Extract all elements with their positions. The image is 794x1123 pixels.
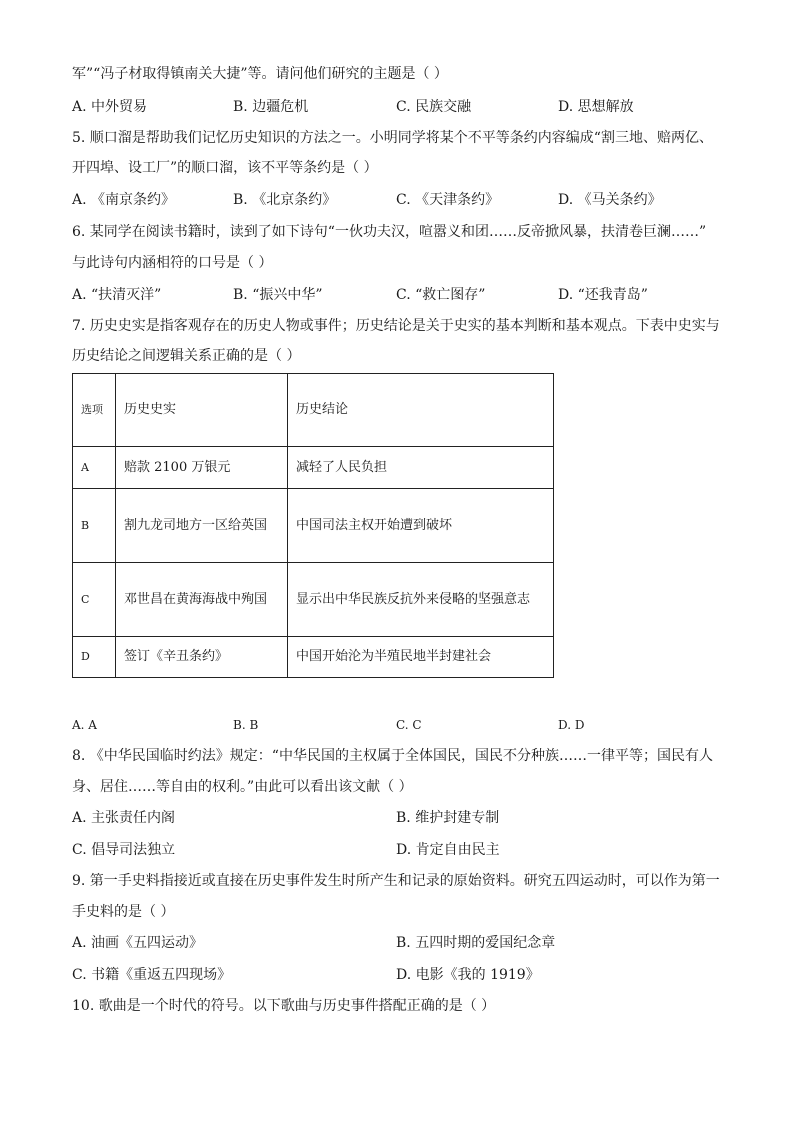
table-header-option: 选项 [73,374,116,447]
table-cell-conclusion: 中国开始沦为半殖民地半封建社会 [288,637,554,678]
table-header-fact: 历史史实 [116,374,288,447]
q4-option-b[interactable]: B. 边疆危机 [233,99,309,115]
q9-stem-line1: 9. 第一手史料指接近或直接在历史事件发生时所产生和记录的原始资料。研究五四运动时，可以作为第一 [72,873,720,889]
table-cell-option: D [73,637,116,678]
q8-option-d[interactable]: D. 肯定自由民主 [396,842,500,858]
q6-stem-line2: 与此诗句内涵相符的口号是（ ） [72,255,273,271]
q4-option-a[interactable]: A. 中外贸易 [72,99,148,115]
table-cell-option: A [73,447,116,489]
q6-option-d[interactable]: D. “还我青岛” [558,287,648,303]
q7-stem-line2: 历史结论之间逻辑关系正确的是（ ） [72,348,301,364]
q10-stem: 10. 歌曲是一个时代的符号。以下歌曲与历史事件搭配正确的是（ ） [72,998,496,1014]
q5-stem-line1: 5. 顺口溜是帮助我们记忆历史知识的方法之一。小明同学将某个不平等条约内容编成“割三地、赔两亿、 [72,130,713,146]
q4-option-d[interactable]: D. 思想解放 [558,99,634,115]
table-cell-fact: 邓世昌在黄海海战中殉国 [116,563,288,637]
q6-option-a[interactable]: A. “扶清灭洋” [72,287,162,303]
table-cell-fact: 割九龙司地方一区给英国 [116,489,288,563]
q4-option-c[interactable]: C. 民族交融 [396,99,472,115]
q5-option-a[interactable]: A. 《南京条约》 [72,192,176,208]
table-row [73,563,554,637]
q9-option-d[interactable]: D. 电影《我的 1919》 [396,967,540,983]
q8-stem-line2: 身、居住……等自由的权利。”由此可以看出该文献（ ） [72,779,413,795]
table-row [73,447,554,489]
q8-option-a[interactable]: A. 主张责任内阁 [72,810,176,826]
q9-option-b[interactable]: B. 五四时期的爱国纪念章 [396,935,556,951]
table-cell-fact: 赔款 2100 万银元 [116,447,288,489]
table-cell-conclusion: 显示出中华民族反抗外来侵略的坚强意志 [288,563,554,637]
table-row [73,489,554,563]
table-cell-fact: 签订《辛丑条约》 [116,637,288,678]
table-cell-option: B [73,489,116,563]
table-header-conclusion: 历史结论 [288,374,554,447]
q5-option-d[interactable]: D. 《马关条约》 [558,192,662,208]
q8-option-c[interactable]: C. 倡导司法独立 [72,842,176,858]
q6-stem-line1: 6. 某同学在阅读书籍时，读到了如下诗句“一伙功夫汉，喧嚣义和团……反帝掀风暴，扶清卷巨澜……” [72,224,707,240]
q7-option-c[interactable]: C. C [396,718,422,732]
q8-stem-line1: 8. 《中华民国临时约法》规定：“中华民国的主权属于全体国民，国民不分种族……一律平等；国民有人 [72,748,713,764]
q5-stem-line2: 开四埠、设工厂”的顺口溜，该不平等条约是（ ） [72,160,378,176]
q9-option-c[interactable]: C. 书籍《重返五四现场》 [72,967,232,983]
q7-option-b[interactable]: B. B [233,718,259,732]
q5-option-b[interactable]: B. 《北京条约》 [233,192,337,208]
table-header-row [73,374,554,447]
q6-option-c[interactable]: C. “救亡图存” [396,287,486,303]
q9-stem-line2: 手史料的是（ ） [72,904,175,920]
table-row [73,637,554,678]
q5-option-c[interactable]: C. 《天津条约》 [396,192,500,208]
q7-option-d[interactable]: D. D [558,718,585,732]
q9-option-a[interactable]: A. 油画《五四运动》 [72,935,204,951]
q7-stem-line1: 7. 历史史实是指客观存在的历史人物或事件；历史结论是关于史实的基本判断和基本观点。下表中史实与 [72,318,720,334]
table-cell-conclusion: 中国司法主权开始遭到破坏 [288,489,554,563]
table-cell-conclusion: 减轻了人民负担 [288,447,554,489]
q8-option-b[interactable]: B. 维护封建专制 [396,810,500,826]
q7-option-a[interactable]: A. A [72,718,97,732]
q6-option-b[interactable]: B. “振兴中华” [233,287,323,303]
q7-table [72,373,554,678]
q4-stem: 军”“冯子材取得镇南关大捷”等。请问他们研究的主题是（ ） [72,66,448,82]
table-cell-option: C [73,563,116,637]
